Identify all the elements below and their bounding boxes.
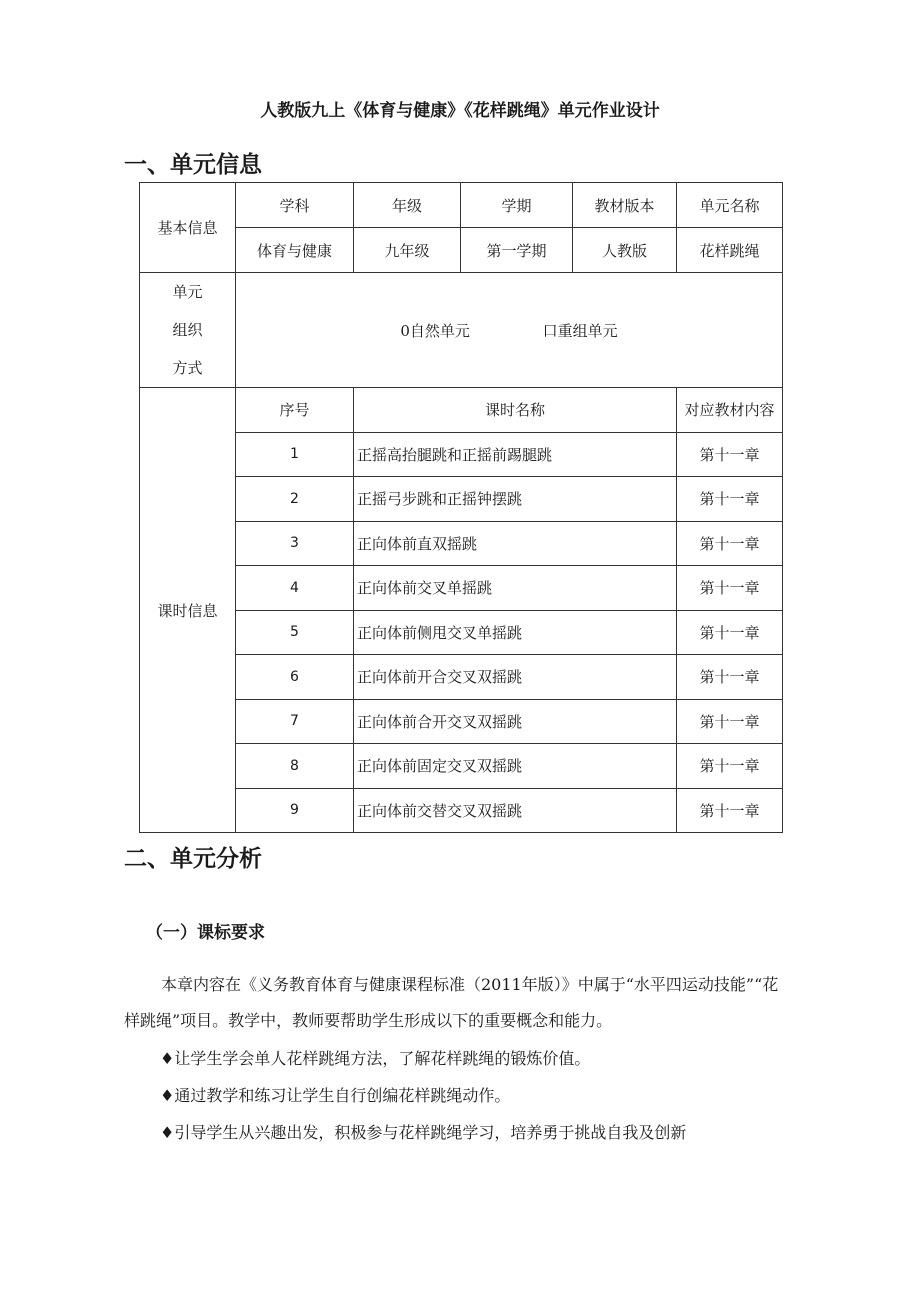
lesson-number: 8 <box>236 744 354 789</box>
lesson-chapter: 第十一章 <box>677 432 783 477</box>
lesson-row <box>140 521 783 566</box>
lesson-number: 6 <box>236 655 354 700</box>
lesson-name: 正向体前合开交叉双摇跳 <box>354 699 677 744</box>
analysis-paragraph: 本章内容在《义务教育体育与健康课程标准（2011年版）》中属于“水平四运动技能”“花样跳绳”项目。教学中，教师要帮助学生形成以下的重要概念和能力。 <box>124 975 779 1030</box>
lesson-number: 2 <box>236 477 354 522</box>
value-cell: 九年级 <box>354 228 461 273</box>
lesson-name: 正向体前侧甩交叉单摇跳 <box>354 610 677 655</box>
lesson-row <box>140 699 783 744</box>
lesson-row <box>140 788 783 833</box>
lesson-number: 9 <box>236 788 354 833</box>
unit-org-label <box>140 273 236 388</box>
value-cell: 第一学期 <box>461 228 573 273</box>
basic-info-header-row <box>140 183 783 228</box>
lesson-number: 5 <box>236 610 354 655</box>
value-cell: 人教版 <box>573 228 677 273</box>
value-cell: 体育与健康 <box>236 228 354 273</box>
lesson-number: 7 <box>236 699 354 744</box>
lesson-number: 4 <box>236 566 354 611</box>
lesson-row <box>140 610 783 655</box>
header-cell: 学期 <box>461 183 573 228</box>
subsection-heading-curriculum: （一）课标要求 <box>146 923 265 943</box>
section-heading-unit-analysis: 二、单元分析 <box>124 846 262 872</box>
header-cell: 对应教材内容 <box>677 388 783 433</box>
lesson-number: 1 <box>236 432 354 477</box>
header-cell: 年级 <box>354 183 461 228</box>
basic-info-value-row <box>140 228 783 273</box>
header-cell: 序号 <box>236 388 354 433</box>
unit-org-label-line: 单元 <box>172 283 203 301</box>
lesson-chapter: 第十一章 <box>677 521 783 566</box>
section-heading-unit-info: 一、单元信息 <box>124 152 262 178</box>
lesson-chapter: 第十一章 <box>677 566 783 611</box>
lesson-name: 正向体前开合交叉双摇跳 <box>354 655 677 700</box>
lesson-chapter: 第十一章 <box>677 788 783 833</box>
lesson-chapter: 第十一章 <box>677 610 783 655</box>
document-title: 人教版九上《体育与健康》《花样跳绳》单元作业设计 <box>260 101 660 121</box>
bullet-item: ♦通过教学和练习让学生自行创编花样跳绳动作。 <box>160 1086 511 1105</box>
unit-info-table <box>139 182 783 833</box>
option-regroup-unit: 口重组单元 <box>542 321 618 340</box>
header-cell: 学科 <box>236 183 354 228</box>
option-natural-unit: 0自然单元 <box>400 321 470 340</box>
lesson-name: 正摇弓步跳和正摇钟摆跳 <box>354 477 677 522</box>
lesson-name: 正向体前交叉单摇跳 <box>354 566 677 611</box>
unit-org-label-line: 组织 <box>172 321 203 339</box>
lesson-chapter: 第十一章 <box>677 655 783 700</box>
lesson-row <box>140 566 783 611</box>
bullet-item: ♦让学生学会单人花样跳绳方法，了解花样跳绳的锻炼价值。 <box>160 1049 591 1068</box>
value-cell: 花样跳绳 <box>677 228 783 273</box>
unit-org-row <box>140 273 783 388</box>
lesson-row <box>140 655 783 700</box>
lesson-chapter: 第十一章 <box>677 744 783 789</box>
lesson-chapter: 第十一章 <box>677 477 783 522</box>
unit-org-label-line: 方式 <box>172 359 203 377</box>
bullet-item: ♦引导学生从兴趣出发，积极参与花样跳绳学习，培养勇于挑战自我及创新 <box>160 1123 687 1142</box>
header-cell: 课时名称 <box>354 388 677 433</box>
lesson-chapter: 第十一章 <box>677 699 783 744</box>
lesson-header-row <box>140 388 783 433</box>
lesson-info-label: 课时信息 <box>140 388 236 833</box>
lesson-row <box>140 744 783 789</box>
lesson-name: 正向体前固定交叉双摇跳 <box>354 744 677 789</box>
lesson-number: 3 <box>236 521 354 566</box>
lesson-name: 正向体前交替交叉双摇跳 <box>354 788 677 833</box>
lesson-row <box>140 432 783 477</box>
lesson-name: 正摇高抬腿跳和正摇前踢腿跳 <box>354 432 677 477</box>
lesson-row <box>140 477 783 522</box>
header-cell: 单元名称 <box>677 183 783 228</box>
basic-info-label: 基本信息 <box>140 183 236 273</box>
unit-org-options <box>236 273 783 388</box>
lesson-name: 正向体前直双摇跳 <box>354 521 677 566</box>
header-cell: 教材版本 <box>573 183 677 228</box>
